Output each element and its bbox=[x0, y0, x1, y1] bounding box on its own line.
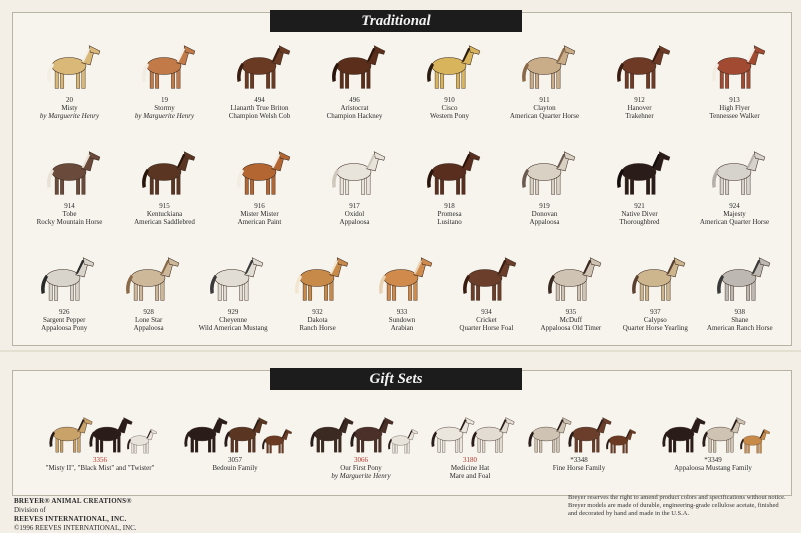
gift-set-title: Medicine Hat bbox=[450, 464, 490, 472]
gift-set-item bbox=[524, 396, 634, 472]
item-number: 937 bbox=[650, 308, 661, 316]
item-number: 924 bbox=[729, 202, 740, 210]
horse-figure-icon bbox=[454, 250, 518, 306]
horse-figure-icon bbox=[735, 425, 771, 456]
item-name: Native Diver bbox=[621, 210, 658, 218]
item-name: Lone Star bbox=[134, 316, 163, 324]
item-subtitle: Ranch Horse bbox=[299, 324, 336, 332]
catalog-item bbox=[689, 144, 781, 226]
catalog-item bbox=[18, 250, 110, 332]
item-subtitle: Quarter Horse Yearling bbox=[622, 324, 688, 332]
catalog-item bbox=[309, 38, 401, 120]
copyright-line: ©1996 REEVES INTERNATIONAL, INC. bbox=[14, 524, 137, 532]
catalog-item bbox=[689, 38, 781, 120]
item-name: Tobe bbox=[62, 210, 77, 218]
company-credits bbox=[14, 497, 137, 533]
division-line: Division of bbox=[14, 506, 46, 514]
catalog-item bbox=[24, 38, 116, 120]
gift-set-number: 3180 bbox=[463, 456, 477, 464]
item-number: 921 bbox=[634, 202, 645, 210]
gift-set-title: Our First Pony bbox=[340, 464, 382, 472]
catalog-item bbox=[404, 144, 496, 226]
catalog-item bbox=[214, 38, 306, 120]
catalog-item bbox=[272, 250, 364, 332]
item-subtitle: Quarter Horse Foal bbox=[459, 324, 514, 332]
item-number: 494 bbox=[254, 96, 265, 104]
item-name: Majesty bbox=[723, 210, 746, 218]
gift-set-number: *3348 bbox=[570, 456, 588, 464]
item-subtitle: Trakehner bbox=[625, 112, 654, 120]
gift-set-title: Fine Horse Family bbox=[552, 464, 606, 472]
item-name: Aristocrat bbox=[340, 104, 369, 112]
item-name: Sundown bbox=[388, 316, 416, 324]
catalog-item bbox=[24, 144, 116, 226]
catalog-item bbox=[356, 250, 448, 332]
gift-set-number: 3057 bbox=[228, 456, 242, 464]
item-number: 914 bbox=[64, 202, 75, 210]
item-number: 926 bbox=[58, 308, 70, 316]
catalog-item bbox=[119, 144, 211, 226]
item-number: 934 bbox=[481, 308, 492, 316]
horse-figure-icon bbox=[539, 250, 603, 306]
company-name: BREYER® ANIMAL CREATIONS® bbox=[14, 497, 132, 505]
gift-set-item bbox=[648, 396, 778, 472]
item-subtitle: Appaloosa bbox=[529, 218, 560, 226]
gift-set-item bbox=[306, 396, 416, 480]
item-name: Sargent Pepper bbox=[42, 316, 86, 324]
horse-figure-icon bbox=[257, 425, 293, 456]
gift-set-item bbox=[30, 396, 170, 472]
horse-figure-icon bbox=[117, 250, 181, 306]
horse-figure-icon bbox=[623, 250, 687, 306]
item-number: 912 bbox=[634, 96, 645, 104]
item-number: 938 bbox=[734, 308, 746, 316]
item-subtitle: Appaloosa Old Timer bbox=[540, 324, 602, 332]
horse-figure-icon bbox=[608, 144, 672, 200]
parent-company: REEVES INTERNATIONAL, INC. bbox=[14, 515, 127, 523]
catalog-item bbox=[404, 38, 496, 120]
catalog-item bbox=[187, 250, 279, 332]
horse-figure-icon bbox=[703, 38, 767, 94]
horse-figure-icon bbox=[513, 144, 577, 200]
item-number: 20 bbox=[66, 96, 73, 104]
item-number: 911 bbox=[539, 96, 550, 104]
item-subtitle: American Saddlebred bbox=[134, 218, 195, 226]
horse-figure-icon bbox=[708, 250, 772, 306]
gift-sets-banner: Gift Sets bbox=[270, 368, 522, 390]
item-name: Promesa bbox=[437, 210, 462, 218]
horse-figure-icon bbox=[201, 250, 265, 306]
horse-figure-icon bbox=[32, 250, 96, 306]
item-subtitle: Lusitano bbox=[437, 218, 462, 226]
item-subtitle: American Quarter Horse bbox=[509, 112, 580, 120]
item-name: Calypso bbox=[643, 316, 667, 324]
item-name: Cisco bbox=[441, 104, 458, 112]
catalog-item bbox=[214, 144, 306, 226]
catalog-item bbox=[594, 38, 686, 120]
gift-set-item bbox=[180, 396, 290, 472]
item-subtitle: Rocky Mountain Horse bbox=[36, 218, 103, 226]
item-name: Kentuckiana bbox=[146, 210, 183, 218]
gift-set-item bbox=[420, 396, 520, 480]
gift-set-number: 3356 bbox=[93, 456, 107, 464]
horse-figure-icon bbox=[133, 38, 197, 94]
catalog-item bbox=[103, 250, 195, 332]
item-subtitle: by Marguerite Henry bbox=[39, 112, 100, 120]
item-name: Shane bbox=[731, 316, 749, 324]
item-name: Cricket bbox=[476, 316, 497, 324]
horse-figure-icon bbox=[418, 38, 482, 94]
horse-figure-icon bbox=[133, 144, 197, 200]
gift-set-subtitle: by Marguerite Henry bbox=[331, 472, 391, 480]
horse-figure-icon bbox=[464, 412, 516, 456]
item-number: 913 bbox=[729, 96, 740, 104]
item-name: McDuff bbox=[559, 316, 583, 324]
item-name: Misty bbox=[61, 104, 78, 112]
catalog-item bbox=[694, 250, 786, 332]
gift-set-number: *3349 bbox=[704, 456, 722, 464]
horse-figure-icon bbox=[513, 38, 577, 94]
item-name: Hanover bbox=[627, 104, 652, 112]
item-number: 933 bbox=[396, 308, 408, 316]
horse-figure-icon bbox=[122, 425, 158, 456]
item-subtitle: Thoroughbred bbox=[619, 218, 660, 226]
item-subtitle: Western Pony bbox=[430, 112, 469, 120]
item-name: High Flyer bbox=[719, 104, 750, 112]
gift-set-title: Bedouin Family bbox=[212, 464, 258, 472]
horse-figure-icon bbox=[38, 144, 102, 200]
horse-figure-icon bbox=[228, 144, 292, 200]
item-number: 19 bbox=[161, 96, 168, 104]
item-subtitle: Appaloosa bbox=[339, 218, 370, 226]
item-name: Donovan bbox=[531, 210, 558, 218]
item-number: 496 bbox=[349, 96, 360, 104]
horse-figure-icon bbox=[323, 38, 387, 94]
item-name: Clayton bbox=[533, 104, 556, 112]
item-number: 918 bbox=[444, 202, 455, 210]
legal-notice: Breyer reserves the right to amend product colors and specifications without notice. Breyer models are made of durable, engineering-grade cellulose acetate, finished and decorated by hand and made in the U.S.A. bbox=[568, 494, 786, 517]
catalog-item bbox=[609, 250, 701, 332]
item-number: 928 bbox=[143, 308, 154, 316]
catalog-item bbox=[499, 144, 591, 226]
horse-figure-icon bbox=[228, 38, 292, 94]
item-subtitle: American Quarter Horse bbox=[699, 218, 770, 226]
gift-set-title: Appaloosa Mustang Family bbox=[674, 464, 752, 472]
catalog-item bbox=[594, 144, 686, 226]
gift-set-subtitle: Mare and Foal bbox=[449, 472, 491, 480]
item-subtitle: Appaloosa Pony bbox=[41, 324, 88, 332]
item-subtitle: Arabian bbox=[390, 324, 414, 332]
item-subtitle: Wild American Mustang bbox=[198, 324, 268, 332]
horse-figure-icon bbox=[608, 38, 672, 94]
item-name: Oxidol bbox=[344, 210, 365, 218]
item-subtitle: Champion Welsh Cob bbox=[228, 112, 291, 120]
catalog-item bbox=[119, 38, 211, 120]
horse-figure-icon bbox=[383, 425, 419, 456]
item-name: Llanarth True Briton bbox=[230, 104, 289, 112]
item-subtitle: Champion Hackney bbox=[326, 112, 383, 120]
item-number: 932 bbox=[312, 308, 323, 316]
item-name: Stormy bbox=[154, 104, 175, 112]
gift-set-number: 3066 bbox=[354, 456, 368, 464]
horse-figure-icon bbox=[38, 38, 102, 94]
gift-set-title: "Misty II", "Black Mist" and "Twister" bbox=[45, 464, 155, 472]
horse-figure-icon bbox=[418, 144, 482, 200]
item-name: Cheyenne bbox=[219, 316, 248, 324]
item-subtitle: Appaloosa bbox=[133, 324, 164, 332]
item-subtitle: Tennessee Walker bbox=[709, 112, 760, 120]
item-subtitle: American Ranch Horse bbox=[706, 324, 773, 332]
catalog-item bbox=[499, 38, 591, 120]
horse-figure-icon bbox=[370, 250, 434, 306]
item-number: 915 bbox=[159, 202, 170, 210]
item-number: 929 bbox=[227, 308, 239, 316]
catalog-item bbox=[440, 250, 532, 332]
item-number: 910 bbox=[444, 96, 455, 104]
catalog-item bbox=[525, 250, 617, 332]
horse-figure-icon bbox=[323, 144, 387, 200]
horse-figure-icon bbox=[703, 144, 767, 200]
item-number: 917 bbox=[349, 202, 360, 210]
horse-figure-icon bbox=[601, 425, 637, 456]
catalog-item bbox=[309, 144, 401, 226]
item-name: Mister Mister bbox=[240, 210, 279, 218]
item-number: 919 bbox=[539, 202, 550, 210]
item-subtitle: American Paint bbox=[237, 218, 282, 226]
item-subtitle: by Marguerite Henry bbox=[134, 112, 195, 120]
horse-figure-icon bbox=[286, 250, 350, 306]
item-number: 916 bbox=[254, 202, 265, 210]
item-name: Dakota bbox=[307, 316, 328, 324]
traditional-banner: Traditional bbox=[270, 10, 522, 32]
item-number: 935 bbox=[565, 308, 577, 316]
